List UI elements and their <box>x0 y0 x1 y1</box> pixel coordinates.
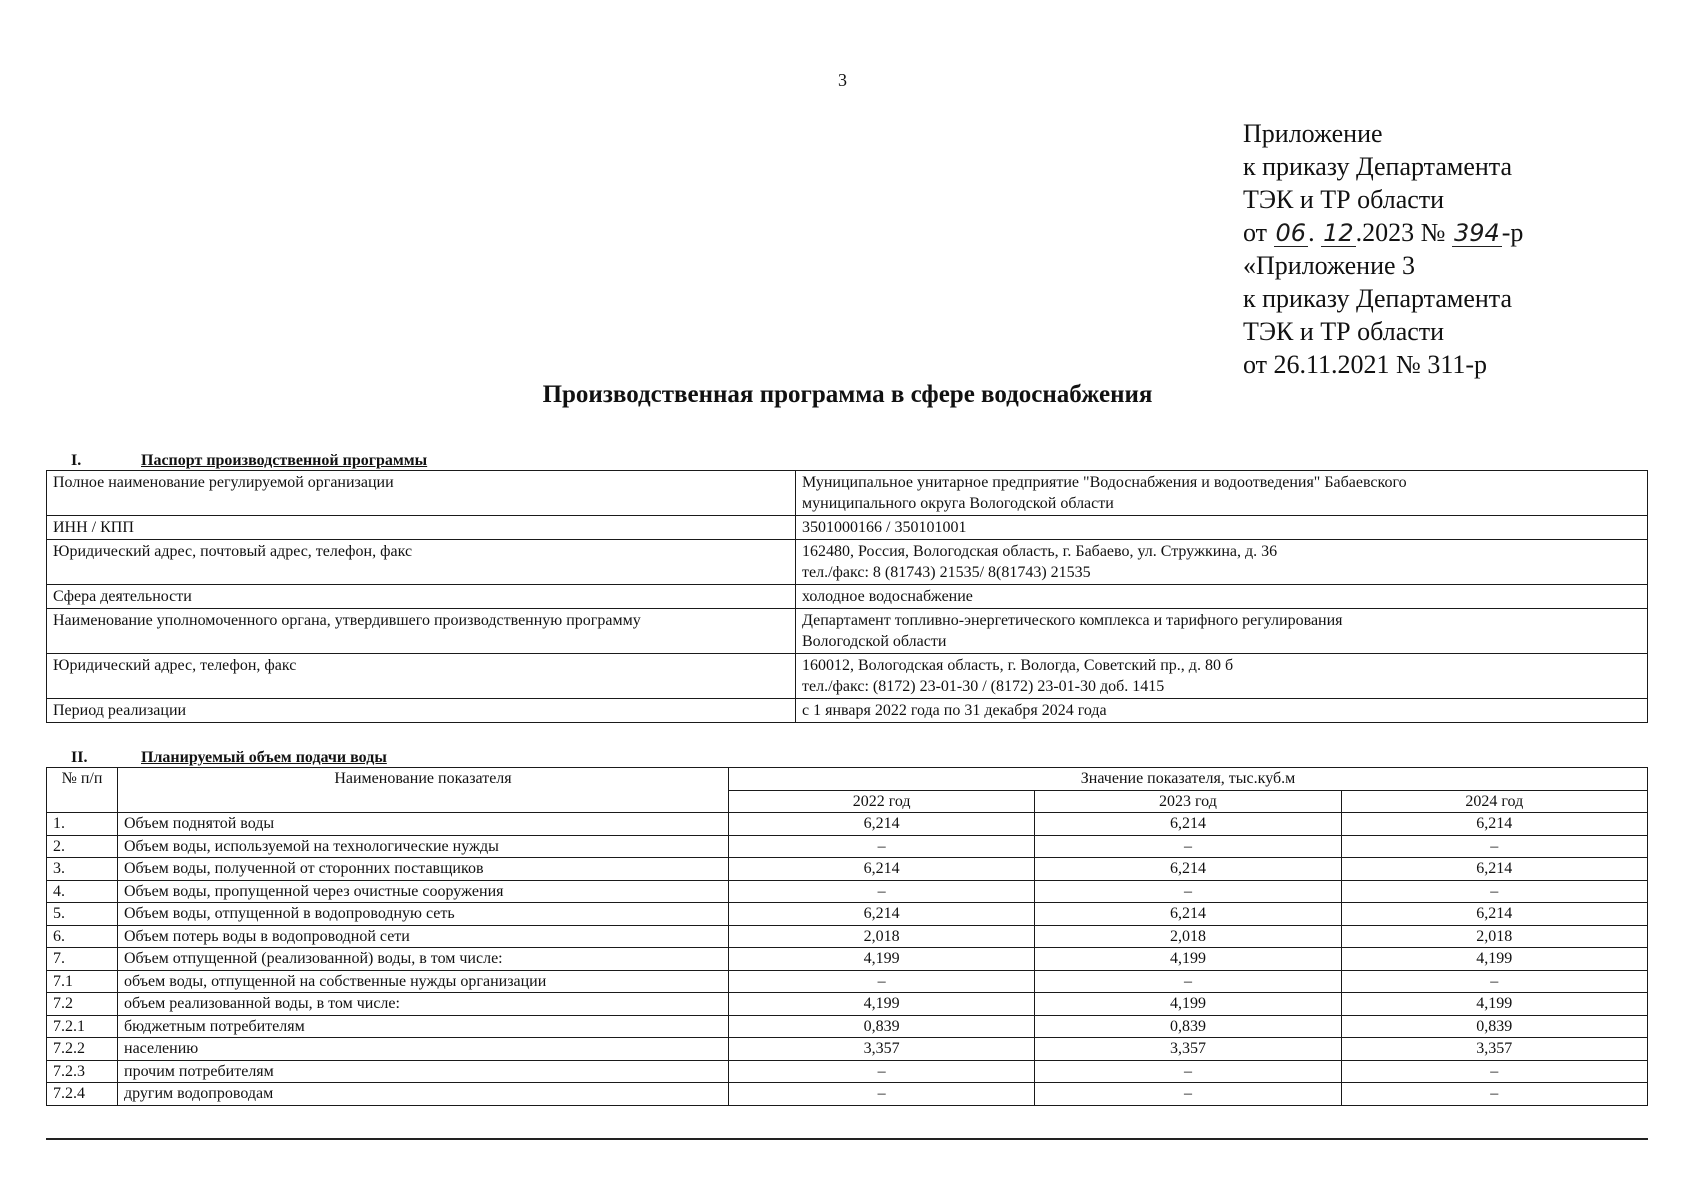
row-name: объем реализованной воды, в том числе: <box>118 993 729 1016</box>
row-value: 4,199 <box>729 948 1035 971</box>
row-value: 6,214 <box>1035 858 1341 881</box>
row-value: 6,214 <box>729 903 1035 926</box>
row-value: 3,357 <box>1035 1038 1341 1061</box>
passport-value-line: муниципального округа Вологодской области <box>802 495 1114 512</box>
bottom-rule <box>46 1138 1648 1140</box>
row-value: – <box>1035 970 1341 993</box>
row-number: 5. <box>47 903 118 926</box>
row-value: – <box>729 1060 1035 1083</box>
row-number: 7.2.1 <box>47 1015 118 1038</box>
passport-value-line: холодное водоснабжение <box>802 588 973 605</box>
row-value: – <box>1035 835 1341 858</box>
passport-value-line: Вологодской области <box>802 633 947 650</box>
handwritten-day: 06 <box>1275 219 1307 247</box>
passport-label: Юридический адрес, почтовый адрес, телефон, факс <box>47 540 796 585</box>
section-title: Паспорт производственной программы <box>141 452 428 469</box>
row-value: 4,199 <box>1341 993 1647 1016</box>
passport-value-line: Муниципальное унитарное предприятие "Водоснабжения и водоотведения" Бабаевского <box>802 474 1407 491</box>
passport-value-line: тел./факс: (8172) 23-01-30 / (8172) 23-01-30 доб. 1415 <box>802 678 1165 695</box>
row-name: Объем поднятой воды <box>118 813 729 836</box>
row-value: 6,214 <box>1341 903 1647 926</box>
row-number: 7. <box>47 948 118 971</box>
header-number: № п/п <box>47 768 118 813</box>
row-name: бюджетным потребителям <box>118 1015 729 1038</box>
table-row <box>47 993 1648 1016</box>
row-name: населению <box>118 1038 729 1061</box>
passport-value-line: 162480, Россия, Вологодская область, г. Бабаево, ул. Стружкина, д. 36 <box>802 543 1278 560</box>
passport-value <box>796 516 1648 540</box>
row-value: 3,357 <box>1341 1038 1647 1061</box>
row-number: 4. <box>47 880 118 903</box>
row-number: 7.1 <box>47 970 118 993</box>
appendix-line: ТЭК и ТР области <box>1243 185 1445 214</box>
passport-value-line: 160012, Вологодская область, г. Вологда, Советский пр., д. 80 б <box>802 657 1234 674</box>
row-value: – <box>1341 1083 1647 1106</box>
row-number: 6. <box>47 925 118 948</box>
row-value: 6,214 <box>1341 858 1647 881</box>
passport-value <box>796 609 1648 654</box>
section-number: II. <box>71 749 88 766</box>
passport-row <box>47 699 1648 723</box>
table-row <box>47 835 1648 858</box>
row-value: 2,018 <box>729 925 1035 948</box>
row-value: 2,018 <box>1341 925 1647 948</box>
water-volume-table <box>46 767 1648 1106</box>
row-name: объем воды, отпущенной на собственные нужды организации <box>118 970 729 993</box>
appendix-line: от 26.11.2021 № 311-р <box>1243 350 1488 379</box>
table-row <box>47 1083 1648 1106</box>
appendix-line: «Приложение 3 <box>1243 251 1416 280</box>
row-number: 7.2 <box>47 993 118 1016</box>
row-value: – <box>1035 1060 1341 1083</box>
passport-value <box>796 699 1648 723</box>
passport-label: Сфера деятельности <box>47 585 796 609</box>
row-value: 6,214 <box>1035 903 1341 926</box>
passport-label: Период реализации <box>47 699 796 723</box>
table-row <box>47 880 1648 903</box>
row-value: – <box>1035 880 1341 903</box>
row-number: 7.2.3 <box>47 1060 118 1083</box>
header-value: Значение показателя, тыс.куб.м <box>729 768 1648 791</box>
passport-row <box>47 609 1648 654</box>
header-year: 2022 год <box>729 790 1035 813</box>
row-name: Объем отпущенной (реализованной) воды, в том числе: <box>118 948 729 971</box>
section-heading <box>71 749 387 767</box>
row-value: 6,214 <box>729 813 1035 836</box>
row-name: прочим потребителям <box>118 1060 729 1083</box>
header-year: 2024 год <box>1341 790 1647 813</box>
appendix-line: к приказу Департамента <box>1243 284 1513 313</box>
passport-value <box>796 540 1648 585</box>
handwritten-number: 394 <box>1453 219 1500 247</box>
passport-value-line: с 1 января 2022 года по 31 декабря 2024 года <box>802 702 1107 719</box>
row-name: Объем потерь воды в водопроводной сети <box>118 925 729 948</box>
section-number: I. <box>71 452 82 469</box>
passport-value-line: Департамент топливно-энергетического комплекса и тарифного регулирования <box>802 612 1343 629</box>
passport-value <box>796 471 1648 516</box>
passport-row <box>47 516 1648 540</box>
row-value: 6,214 <box>729 858 1035 881</box>
row-value: 3,357 <box>729 1038 1035 1061</box>
table-row <box>47 1015 1648 1038</box>
date-suffix: -р <box>1501 218 1524 247</box>
row-value: 4,199 <box>1035 948 1341 971</box>
passport-row <box>47 540 1648 585</box>
row-value: 4,199 <box>1035 993 1341 1016</box>
document-title: Производственная программа в сфере водоснабжения <box>542 381 1153 408</box>
appendix-line: к приказу Департамента <box>1243 152 1513 181</box>
row-name: Объем воды, полученной от сторонних поставщиков <box>118 858 729 881</box>
appendix-line: Приложение <box>1243 119 1383 148</box>
row-number: 2. <box>47 835 118 858</box>
date-year: .2023 № <box>1355 218 1446 247</box>
table-row <box>47 903 1648 926</box>
passport-value-line: тел./факс: 8 (81743) 21535/ 8(81743) 21535 <box>802 564 1091 581</box>
row-value: 6,214 <box>1035 813 1341 836</box>
row-value: – <box>729 970 1035 993</box>
row-value: – <box>1341 1060 1647 1083</box>
row-value: – <box>1341 880 1647 903</box>
row-value: – <box>1341 970 1647 993</box>
row-value: 4,199 <box>1341 948 1647 971</box>
page-number: 3 <box>838 70 847 90</box>
row-value: 2,018 <box>1035 925 1341 948</box>
row-value: 0,839 <box>1341 1015 1647 1038</box>
row-value: – <box>1035 1083 1341 1106</box>
row-number: 3. <box>47 858 118 881</box>
passport-label: Наименование уполномоченного органа, утвердившего производственную программу <box>47 609 796 654</box>
passport-value-line: 3501000166 / 350101001 <box>802 519 967 536</box>
table-row <box>47 1038 1648 1061</box>
date-prefix: от <box>1243 218 1268 247</box>
handwritten-month: 12 <box>1323 219 1354 247</box>
row-name: Объем воды, пропущенной через очистные сооружения <box>118 880 729 903</box>
header-name: Наименование показателя <box>118 768 729 813</box>
table-row <box>47 948 1648 971</box>
row-value: – <box>729 1083 1035 1106</box>
passport-table <box>46 470 1648 723</box>
header-year: 2023 год <box>1035 790 1341 813</box>
section-title: Планируемый объем подачи воды <box>141 749 387 766</box>
row-value: 4,199 <box>729 993 1035 1016</box>
passport-label: Юридический адрес, телефон, факс <box>47 654 796 699</box>
appendix-block <box>1243 117 1523 381</box>
row-value: 0,839 <box>729 1015 1035 1038</box>
date-dot: . <box>1308 218 1315 247</box>
passport-label: ИНН / КПП <box>47 516 796 540</box>
row-value: – <box>729 835 1035 858</box>
appendix-date-line <box>1243 216 1523 249</box>
row-name: Объем воды, отпущенной в водопроводную сеть <box>118 903 729 926</box>
table-row <box>47 1060 1648 1083</box>
row-number: 1. <box>47 813 118 836</box>
row-value: – <box>1341 835 1647 858</box>
row-name: другим водопроводам <box>118 1083 729 1106</box>
row-value: – <box>729 880 1035 903</box>
passport-label: Полное наименование регулируемой организации <box>47 471 796 516</box>
passport-row <box>47 654 1648 699</box>
passport-row <box>47 471 1648 516</box>
table-row <box>47 970 1648 993</box>
row-number: 7.2.4 <box>47 1083 118 1106</box>
table-row <box>47 925 1648 948</box>
table-row <box>47 813 1648 836</box>
row-number: 7.2.2 <box>47 1038 118 1061</box>
passport-value <box>796 654 1648 699</box>
passport-value <box>796 585 1648 609</box>
row-name: Объем воды, используемой на технологические нужды <box>118 835 729 858</box>
row-value: 6,214 <box>1341 813 1647 836</box>
table-row <box>47 858 1648 881</box>
appendix-line: ТЭК и ТР области <box>1243 317 1445 346</box>
section-heading <box>71 452 427 470</box>
passport-row <box>47 585 1648 609</box>
row-value: 0,839 <box>1035 1015 1341 1038</box>
